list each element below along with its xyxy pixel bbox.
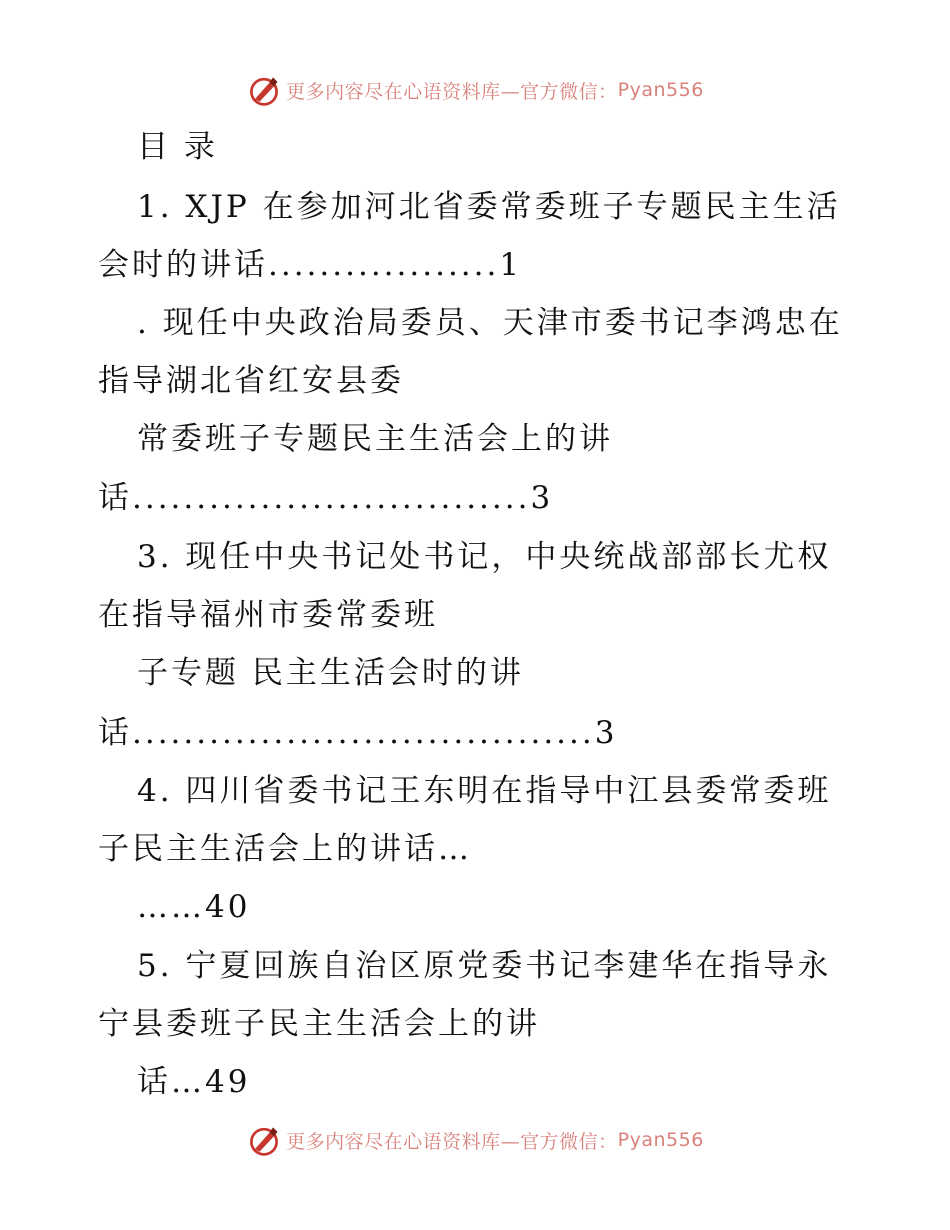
toc-line: 宁县委班子民主生活会上的讲 (98, 1006, 540, 1042)
toc-line: 子专题 民主生活会时的讲 (137, 655, 524, 691)
toc-line: 在指导福州市委常委班 (98, 597, 438, 633)
header-wechat-id: Pyan556 (617, 79, 704, 101)
pen-logo-icon (246, 72, 282, 108)
toc-line: 指导湖北省红安县委 (98, 363, 404, 399)
toc-line: 话...............................3 (98, 480, 554, 516)
toc-line: 1. XJP 在参加河北省委常委班子专题民主生活 (137, 189, 841, 225)
toc-line: 会时的讲话..................1 (98, 247, 523, 283)
toc-title: 目 录 (137, 129, 218, 165)
toc-line: 子民主生活会上的讲话… (98, 831, 472, 867)
header-banner-text: 更多内容尽在心语资料库—官方微信： (286, 80, 618, 103)
toc-line: 3. 现任中央书记处书记，中央统战部部长尤权 (137, 539, 832, 575)
toc-line: 5. 宁夏回族自治区原党委书记李建华在指导永 (137, 948, 832, 984)
header-watermark-banner (0, 70, 950, 110)
toc-line: 话…49 (137, 1064, 251, 1100)
toc-line: 话....................................3 (98, 715, 618, 751)
footer-watermark-banner (0, 1120, 950, 1160)
toc-line: . 现任中央政治局委员、天津市委书记李鸿忠在 (137, 305, 843, 341)
toc-line: ……40 (137, 889, 251, 925)
toc-line: 4. 四川省委书记王东明在指导中江县委常委班 (137, 773, 832, 809)
footer-wechat-id: Pyan556 (617, 1129, 704, 1151)
footer-banner-text: 更多内容尽在心语资料库—官方微信： (286, 1130, 618, 1153)
pen-logo-icon (246, 1122, 282, 1158)
toc-line: 常委班子专题民主生活会上的讲 (137, 421, 613, 457)
